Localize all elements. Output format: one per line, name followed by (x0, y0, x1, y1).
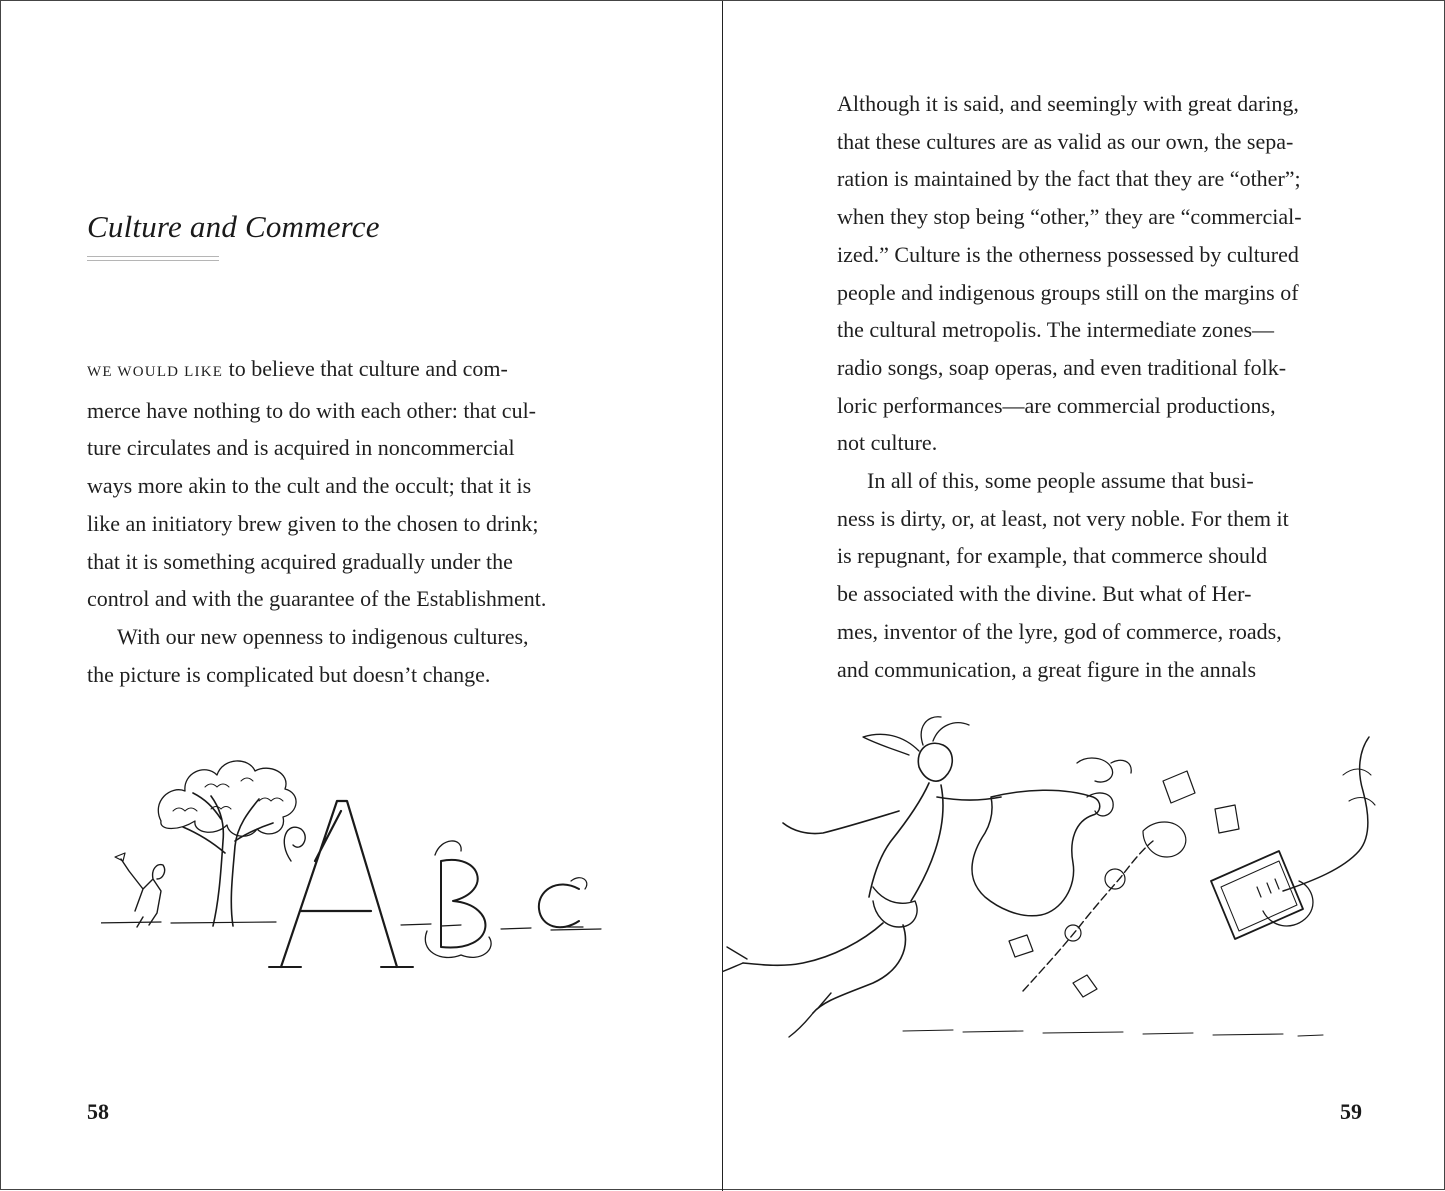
text-line: when they stop being “other,” they are “commercial- (837, 204, 1302, 230)
text-line: the picture is complicated but doesn’t change. (87, 661, 491, 687)
title-rule (87, 256, 219, 257)
title-rule (87, 260, 219, 261)
page-number: 59 (1340, 1099, 1362, 1124)
text-line: Although it is said, and seemingly with great daring, (837, 91, 1299, 116)
text-line: loric performances—are commercial productions, (837, 392, 1276, 418)
text-line: be associated with the divine. But what of Her- (837, 581, 1252, 607)
text-line: ways more akin to the cult and the occult; that it is (87, 473, 532, 499)
right-page (723, 1, 1445, 1191)
text-fragment: to believe that culture and com- (223, 356, 508, 381)
text-line: mes, inventor of the lyre, god of commerce, roads, (837, 618, 1282, 644)
text-line: ness is dirty, or, at least, not very noble. For them it (837, 505, 1289, 531)
text-line: that these cultures are as valid as our own, the sepa- (837, 128, 1294, 154)
text-line: the cultural metropolis. The intermediate zones— (837, 317, 1275, 343)
hermes-illustration (723, 701, 1445, 1061)
text-line: like an initiatory brew given to the chosen to drink; (87, 510, 539, 536)
text-line: ized.” Culture is the otherness possessed by cultured (837, 241, 1299, 267)
text-line (87, 350, 647, 392)
text-line: radio songs, soap operas, and even traditional folk- (837, 354, 1287, 380)
text-line: With our new openness to indigenous cultures, (117, 623, 529, 649)
tree-letters-illustration (101, 741, 661, 981)
chapter-title: Culture and Commerce (87, 209, 380, 244)
lead-in-smallcaps: WE WOULD LIKE (87, 364, 224, 380)
text-line: and communication, a great figure in the annals (837, 656, 1257, 682)
text-line: control and with the guarantee of the Establishment. (87, 586, 547, 612)
text-line: In all of this, some people assume that busi- (867, 468, 1254, 494)
text-line: ration is maintained by the fact that they are “other”; (837, 166, 1301, 192)
text-line: that it is something acquired gradually under the (87, 548, 513, 574)
text-line: not culture. (837, 430, 938, 456)
text-line: ture circulates and is acquired in noncommercial (87, 435, 515, 461)
left-page (1, 1, 722, 1191)
text-line: merce have nothing to do with each other: that cul- (87, 397, 537, 423)
right-body-text (837, 85, 1397, 688)
text-line: people and indigenous groups still on the margins of (837, 279, 1299, 305)
left-body-text (87, 350, 647, 693)
text-line: is repugnant, for example, that commerce should (837, 543, 1268, 569)
page-number: 58 (87, 1099, 109, 1124)
